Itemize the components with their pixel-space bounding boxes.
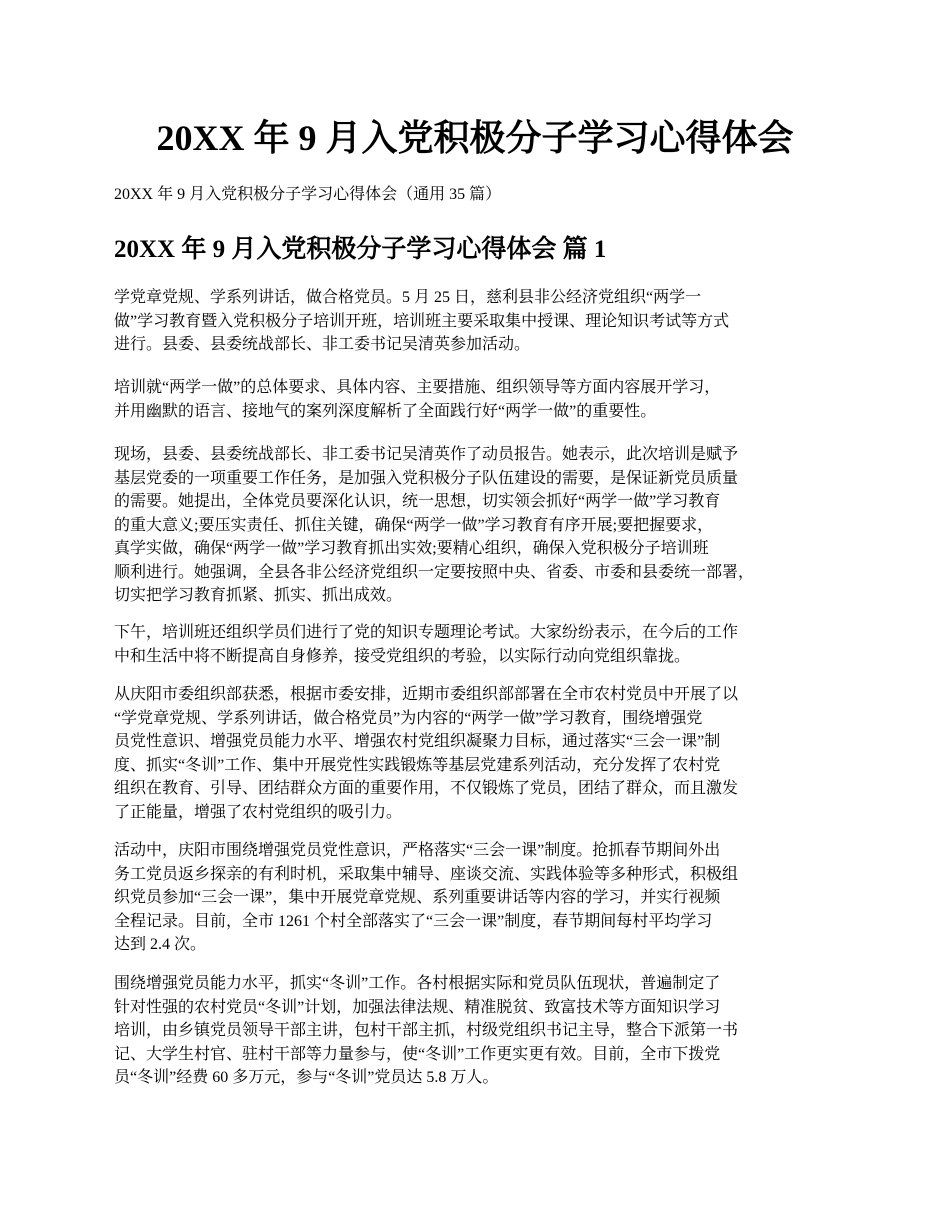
paragraph-line: 培训就“两学一做”的总体要求、具体内容、主要措施、组织领导等方面内容展开学习， — [114, 379, 721, 396]
paragraph-line: 学党章党规、学系列讲话，做合格党员。5 月 25 日，慈利县非公经济党组织“两学一 — [114, 289, 702, 306]
paragraph-line: 员党性意识、增强党员能力水平、增强农村党组织凝聚力目标，通过落实“三会一课”制 — [114, 733, 721, 750]
paragraph-line: 针对性强的农村党员“冬训”计划，加强法律法规、精准脱贫、致富技术等方面知识学习 — [114, 998, 721, 1016]
paragraph-line: 的需要。她提出，全体党员要深化认识，统一思想，切实领会抓好“两学一做”学习教育 — [114, 493, 721, 510]
paragraph-line: 并用幽默的语言、接地气的案列深度解析了全面践行好“两学一做”的重要性。 — [114, 402, 657, 420]
paragraph-line: 中和生活中将不断提高自身修养，接受党组织的考验，以实际行动向党组织靠拢。 — [114, 647, 691, 665]
paragraph-line: 基层党委的一项重要工作任务，是加强入党积极分子队伍建设的需要，是保证新党员质量 — [114, 469, 739, 487]
paragraph-line: 度、抓实“冬训”工作、集中开展党性实践锻炼等基层党建系列活动，充分发挥了农村党 — [114, 756, 721, 774]
paragraph-line: 务工党员返乡探亲的有利时机，采取集中辅导、座谈交流、实践体验等多种形式，积极组 — [114, 865, 739, 883]
paragraph-line: 达到 2.4 次。 — [114, 936, 207, 953]
paragraph-line: 织党员参加“三会一课”，集中开展党章党规、系列重要讲话等内容的学习，并实行视频 — [114, 889, 721, 906]
paragraph-line: “学党章党规、学系列讲话，做合格党员”为内容的“两学一做”学习教育，围绕增强党 — [114, 709, 703, 727]
paragraph-line: 做”学习教育暨入党积极分子培训开班，培训班主要采取集中授课、理论知识考试等方式 — [114, 312, 730, 330]
paragraph-line: 从庆阳市委组织部获悉，根据市委安排，近期市委组织部部署在全市农村党员中开展了以 — [114, 686, 739, 703]
paragraph-line: 的重大意义;要压实责任、抓住关键，确保“两学一做”学习教育有序开展;要把握要求， — [114, 516, 714, 534]
paragraph-7 — [114, 972, 854, 1090]
paragraph-line: 真学实做，确保“两学一做”学习教育抓出实效;要精心组织，确保入党积极分子培训班 — [114, 540, 709, 557]
section-heading: 20XX 年 9 月入党积极分子学习心得体会 篇 1 — [114, 236, 607, 263]
paragraph-line: 培训，由乡镇党员领导干部主讲，包村干部主抓，村级党组织书记主导，整合下派第一书 — [114, 1022, 739, 1039]
paragraph-1 — [114, 286, 854, 357]
paragraph-line: 现场，县委、县委统战部长、非工委书记吴清英作了动员报告。她表示，此次培训是赋予 — [114, 446, 739, 463]
paragraph-line: 全程记录。目前，全市 1261 个村全部落实了“三会一课”制度，春节期间每村平均学习 — [114, 912, 713, 930]
document-title: 20XX 年 9 月入党积极分子学习心得体会 — [156, 118, 794, 158]
paragraph-line: 组织在教育、引导、团结群众方面的重要作用，不仅锻炼了党员，团结了群众，而且激发 — [114, 780, 739, 797]
paragraph-2 — [114, 376, 854, 423]
paragraph-line: 记、大学生村官、驻村干部等力量参与，使“冬训”工作更实更有效。目前，全市下拨党 — [114, 1045, 721, 1063]
paragraph-line: 进行。县委、县委统战部长、非工委书记吴清英参加活动。 — [114, 336, 531, 353]
paragraph-5 — [114, 683, 854, 824]
paragraph-6 — [114, 839, 854, 957]
document-subtitle: 20XX 年 9 月入党积极分子学习心得体会（通用 35 篇） — [114, 186, 502, 203]
paragraph-line: 切实把学习教育抓紧、抓实、抓出成效。 — [114, 587, 403, 604]
paragraph-line: 了正能量，增强了农村党组织的吸引力。 — [114, 803, 403, 821]
paragraph-3 — [114, 443, 854, 608]
paragraph-line: 顺利进行。她强调，全县各非公经济党组织一定要按照中央、省委、市委和县委统一部署， — [114, 563, 755, 581]
paragraph-line: 员“冬训”经费 60 多万元，参与“冬训”党员达 5.8 万人。 — [114, 1069, 499, 1086]
paragraph-line: 围绕增强党员能力水平，抓实“冬训”工作。各村根据实际和党员队伍现状，普遍制定了 — [114, 975, 721, 992]
paragraph-line: 下午，培训班还组织学员们进行了党的知识专题理论考试。大家纷纷表示，在今后的工作 — [114, 624, 739, 641]
paragraph-line: 活动中，庆阳市围绕增强党员党性意识，严格落实“三会一课”制度。抢抓春节期间外出 — [114, 842, 721, 859]
paragraph-4 — [114, 621, 854, 668]
